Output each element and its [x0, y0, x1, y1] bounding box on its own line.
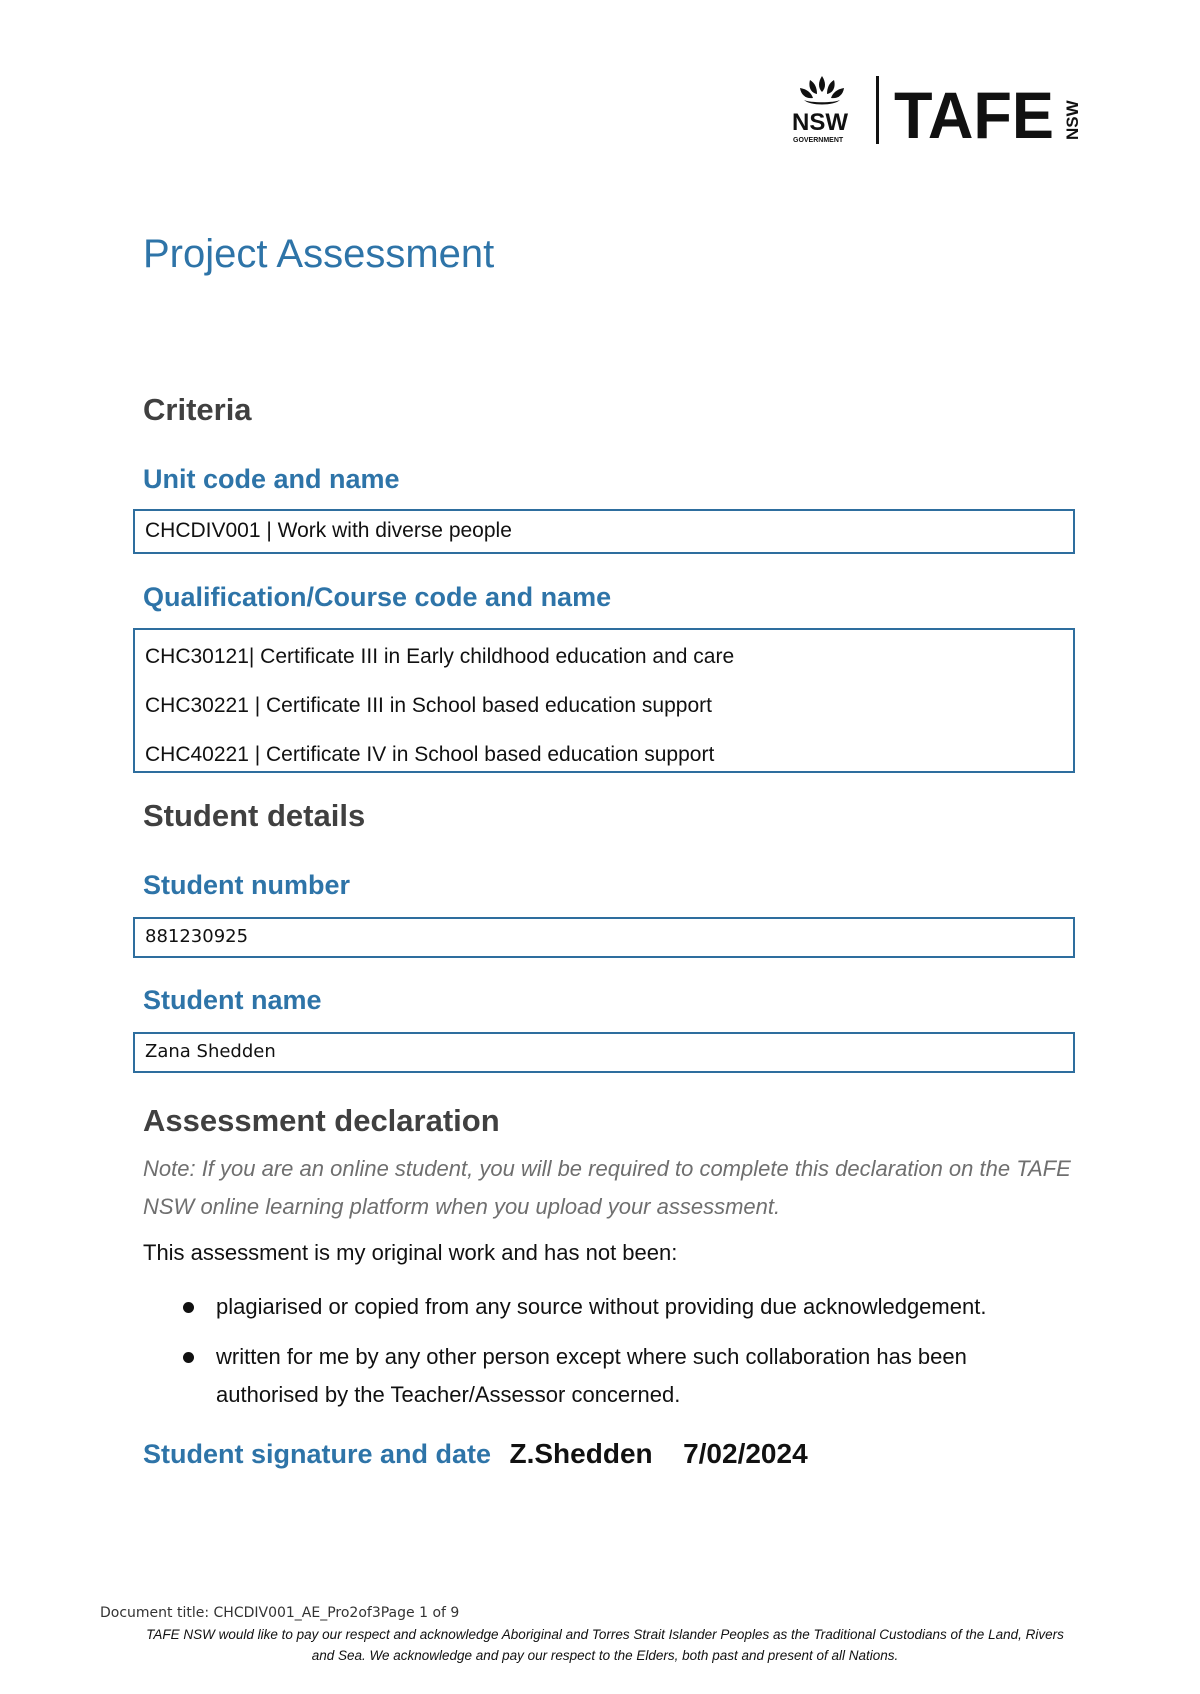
list-item — [143, 1288, 1043, 1326]
list-item — [143, 1338, 1043, 1414]
qualification-line: CHC30221 | Certificate III in School based education support — [145, 694, 712, 717]
qualification-label: Qualification/Course code and name — [143, 582, 612, 612]
student-name-field[interactable] — [133, 1032, 1075, 1073]
signature-label: Student signature and date — [143, 1439, 492, 1469]
page-title: Project Assessment — [143, 232, 495, 276]
student-number-field[interactable] — [133, 917, 1075, 958]
unit-code-value: CHCDIV001 | Work with diverse people — [145, 519, 512, 542]
student-name-label: Student name — [143, 985, 322, 1015]
qualification-line: CHC40221 | Certificate IV in School based education support — [145, 743, 715, 766]
student-name-value: Zana Shedden — [145, 1041, 276, 1062]
bullet-text: plagiarised or copied from any source without providing due acknowledgement. — [216, 1294, 987, 1319]
logo-divider — [876, 76, 879, 144]
bullet-icon — [183, 1352, 194, 1363]
qualification-line: CHC30121| Certificate III in Early childhood education and care — [145, 645, 735, 668]
qualification-field[interactable] — [133, 628, 1075, 773]
waratah-icon — [800, 76, 844, 105]
declaration-statement: This assessment is my original work and has not been: — [143, 1240, 678, 1265]
logo-government-text: GOVERNMENT — [793, 137, 844, 144]
footer-document-title: Document title: CHCDIV001_AE_Pro2of3Page 1 of 9 — [100, 1605, 460, 1621]
footer-acknowledgement: TAFE NSW would like to pay our respect and acknowledge Aboriginal and Torres Strait Islander Peoples as the Traditional Custodians of the Land, Rivers and Sea. We acknowledge and pay our respect to the Elders, both past and present of all Nations. — [146, 1627, 1064, 1663]
declaration-bullets — [143, 1288, 1043, 1426]
tafe-nsw-logo — [790, 72, 1100, 152]
unit-code-label: Unit code and name — [143, 464, 400, 494]
student-details-heading: Student details — [143, 798, 366, 833]
declaration-note: Note: If you are an online student, you will be required to complete this declaration on the TAFE NSW online learning platform when you upload your assessment. — [143, 1156, 1071, 1219]
signature-date[interactable]: 7/02/2024 — [683, 1438, 808, 1469]
criteria-heading: Criteria — [143, 392, 252, 427]
logo-nsw-text: NSW — [792, 109, 848, 136]
bullet-text: written for me by any other person except where such collaboration has been authorised by the Teacher/Assessor concerned. — [216, 1344, 967, 1407]
bullet-icon — [183, 1302, 194, 1313]
declaration-heading: Assessment declaration — [143, 1103, 500, 1138]
unit-code-field[interactable] — [133, 509, 1075, 554]
logo-tafe-text: TAFE — [894, 78, 1054, 152]
student-number-value: 881230925 — [145, 926, 249, 947]
signature-name[interactable]: Z.Shedden — [509, 1438, 653, 1469]
student-number-label: Student number — [143, 870, 350, 900]
signature-row — [143, 1438, 808, 1470]
logo-tafe-nsw-text: NSW — [1063, 100, 1082, 140]
